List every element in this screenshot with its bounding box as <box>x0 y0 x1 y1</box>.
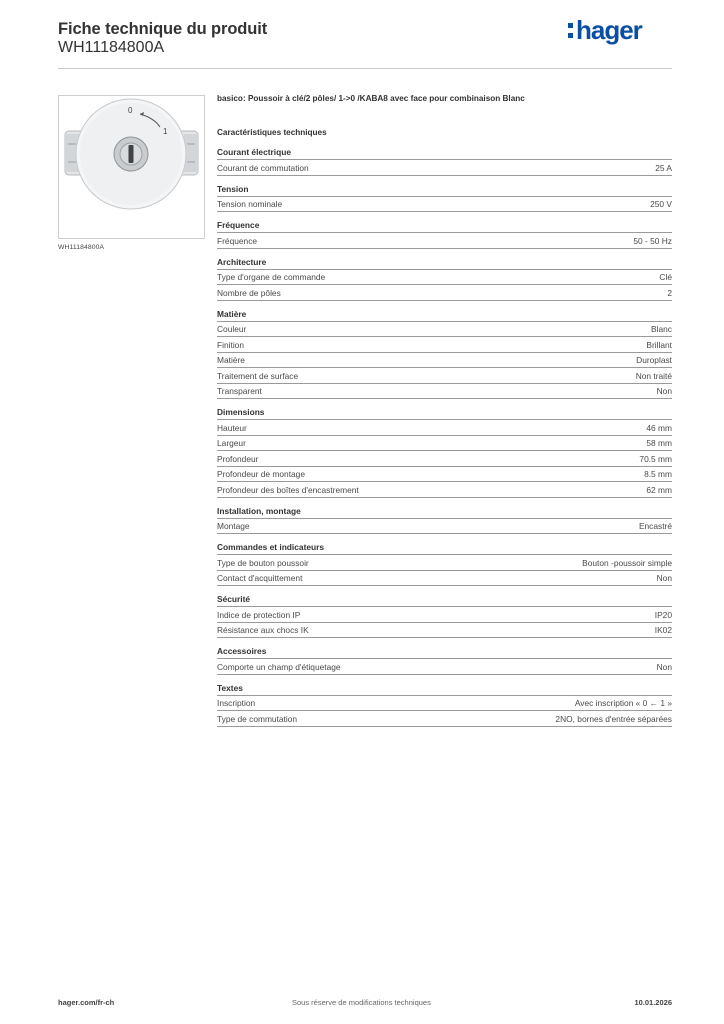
spec-section <box>217 594 672 638</box>
spec-label: Transparent <box>217 386 262 396</box>
spec-section <box>217 646 672 675</box>
spec-row <box>217 519 672 535</box>
spec-value: 50 - 50 Hz <box>633 235 672 246</box>
spec-value: IK02 <box>654 625 672 635</box>
section-title: Accessoires <box>217 646 672 659</box>
spec-label: Résistance aux chocs IK <box>217 625 309 635</box>
spec-value: 58 mm <box>646 438 672 448</box>
spec-row <box>217 285 672 301</box>
spec-value: 62 mm <box>646 484 672 495</box>
mark-one: 1 <box>163 127 168 136</box>
spec-sections <box>217 147 672 727</box>
section-title: Architecture <box>217 257 672 270</box>
section-title: Installation, montage <box>217 506 672 519</box>
spec-row <box>217 467 672 483</box>
hager-logo <box>567 14 657 48</box>
section-title: Dimensions <box>217 407 672 420</box>
image-caption: WH11184800A <box>58 244 105 251</box>
spec-content <box>217 92 672 727</box>
spec-label: Courant de commutation <box>217 162 309 173</box>
spec-label: Traitement de surface <box>217 370 299 381</box>
spec-section <box>217 407 672 498</box>
spec-row <box>217 368 672 384</box>
footer-website: hager.com/fr-ch <box>58 998 115 1007</box>
spec-value: Non traité <box>635 370 672 381</box>
spec-section <box>217 309 672 400</box>
spec-value: Blanc <box>651 324 672 334</box>
specs-heading: Caractéristiques techniques <box>217 128 327 137</box>
section-title: Fréquence <box>217 220 672 233</box>
spec-row <box>217 160 672 176</box>
spec-label: Type de bouton poussoir <box>217 557 309 568</box>
spec-row <box>217 711 672 727</box>
spec-label: Profondeur des boîtes d'encastrement <box>217 484 359 495</box>
section-title: Textes <box>217 683 672 696</box>
spec-value: Duroplast <box>636 355 672 365</box>
logo-text: hager <box>576 15 642 45</box>
spec-value: Avec inscription « 0 ← 1 » <box>574 698 672 708</box>
spec-value: Bouton -poussoir simple <box>582 557 672 568</box>
spec-row <box>217 420 672 436</box>
spec-row <box>217 197 672 213</box>
product-reference: WH11184800A <box>58 39 165 56</box>
spec-label: Type de commutation <box>217 713 298 724</box>
spec-value: Non <box>656 386 672 396</box>
spec-label: Indice de protection IP <box>217 609 301 620</box>
spec-row <box>217 233 672 249</box>
spec-label: Largeur <box>217 438 246 448</box>
spec-row <box>217 659 672 675</box>
spec-section <box>217 184 672 213</box>
spec-section <box>217 257 672 301</box>
spec-section <box>217 683 672 727</box>
spec-value: 8.5 mm <box>644 469 672 479</box>
spec-label: Matière <box>217 355 245 365</box>
footer-disclaimer: Sous réserve de modifications techniques <box>292 998 431 1007</box>
spec-label: Inscription <box>217 698 256 708</box>
spec-row <box>217 337 672 353</box>
spec-label: Profondeur de montage <box>217 469 305 479</box>
spec-row <box>217 270 672 286</box>
header-divider <box>58 68 672 69</box>
spec-value: 2NO, bornes d'entrée séparées <box>555 713 672 724</box>
spec-value: 46 mm <box>646 422 672 433</box>
spec-label: Finition <box>217 339 244 350</box>
section-title: Matière <box>217 309 672 322</box>
spec-row <box>217 555 672 571</box>
spec-label: Fréquence <box>217 235 258 246</box>
mark-zero: 0 <box>128 106 133 115</box>
spec-value: 25 A <box>655 162 672 173</box>
spec-value: 2 <box>667 287 672 298</box>
spec-label: Profondeur <box>217 453 259 464</box>
product-image <box>58 95 205 239</box>
section-title: Courant électrique <box>217 147 672 160</box>
spec-label: Comporte un champ d'étiquetage <box>217 661 341 672</box>
spec-row <box>217 607 672 623</box>
spec-section <box>217 506 672 535</box>
spec-value: Brillant <box>646 339 672 350</box>
spec-label: Montage <box>217 521 250 531</box>
spec-value: 70.5 mm <box>639 453 672 464</box>
spec-value: Encastré <box>638 521 672 531</box>
page-title: Fiche technique du produit <box>58 20 268 38</box>
product-description: basico: Poussoir à clé/2 pôles/ 1->0 /KABA8 avec face pour combinaison Blanc <box>217 94 525 103</box>
spec-row <box>217 482 672 498</box>
spec-row <box>217 623 672 639</box>
spec-row <box>217 384 672 400</box>
section-title: Tension <box>217 184 672 197</box>
section-title: Sécurité <box>217 594 672 607</box>
spec-label: Nombre de pôles <box>217 287 281 298</box>
spec-section <box>217 542 672 586</box>
spec-value: 250 V <box>650 199 672 209</box>
spec-value: Non <box>656 661 672 672</box>
section-title: Commandes et indicateurs <box>217 542 672 555</box>
spec-label: Tension nominale <box>217 199 283 209</box>
spec-value: Non <box>656 573 672 583</box>
spec-section <box>217 147 672 176</box>
spec-value: Clé <box>659 272 672 282</box>
spec-row <box>217 353 672 369</box>
spec-row <box>217 436 672 452</box>
spec-section <box>217 220 672 249</box>
spec-row <box>217 322 672 338</box>
spec-row <box>217 571 672 587</box>
spec-label: Type d'organe de commande <box>217 272 326 282</box>
spec-value: IP20 <box>654 609 672 620</box>
spec-label: Contact d'acquittement <box>217 573 303 583</box>
spec-label: Couleur <box>217 324 247 334</box>
footer-date: 10.01.2026 <box>634 998 672 1007</box>
spec-label: Hauteur <box>217 422 247 433</box>
spec-row <box>217 451 672 467</box>
spec-row <box>217 696 672 712</box>
